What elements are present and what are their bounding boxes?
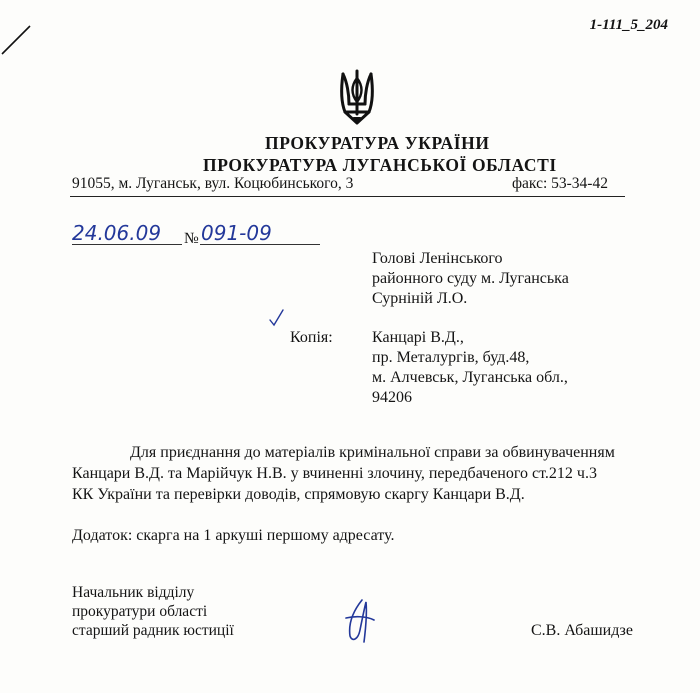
header-divider — [70, 196, 625, 197]
body-line: КК України та перевірки доводів, спрямовую скаргу Канцари В.Д. — [72, 486, 525, 503]
signer-name: С.В. Абашидзе — [531, 622, 633, 639]
org-title-ukraine: ПРОКУРАТУРА УКРАЇНИ — [265, 133, 490, 153]
attachment-note: Додаток: скарга на 1 аркуші першому адресату. — [72, 527, 395, 544]
copy-line: Канцарі В.Д., — [372, 329, 464, 346]
copy-line: 94206 — [372, 389, 412, 406]
org-title-luhansk: ПРОКУРАТУРА ЛУГАНСЬКОЇ ОБЛАСТІ — [203, 155, 557, 175]
copy-line: пр. Металургів, буд.48, — [372, 349, 530, 366]
copy-line: м. Алчевськ, Луганська обл., — [372, 369, 568, 386]
body-line: Канцари В.Д. та Марійчук Н.В. у вчиненні злочину, передбаченого ст.212 ч.3 — [72, 465, 597, 482]
date-underline — [72, 244, 182, 245]
handwritten-signature — [340, 596, 380, 646]
number-sign: № — [184, 230, 199, 247]
recipient-line: Голові Ленінського — [372, 250, 503, 267]
document-id: 1-111_5_204 — [589, 17, 668, 33]
signer-position-line: старший радник юстиції — [72, 622, 234, 639]
org-fax: факс: 53-34-42 — [512, 175, 608, 192]
copy-label: Копія: — [290, 329, 333, 346]
checkmark-icon — [268, 308, 286, 328]
handwritten-number: 091-09 — [201, 221, 272, 245]
body-line: Для приєднання до матеріалів кримінальної справи за обвинуваченням — [130, 444, 615, 461]
corner-scan-mark — [0, 22, 34, 58]
number-underline — [200, 244, 320, 245]
signer-position-line: прокуратури області — [72, 603, 208, 620]
recipient-line: Сурніній Л.О. — [372, 290, 468, 307]
handwritten-date: 24.06.09 — [72, 221, 162, 245]
signer-position-line: Начальник відділу — [72, 584, 195, 601]
org-address: 91055, м. Луганськ, вул. Коцюбинського, 3 — [72, 175, 354, 192]
recipient-line: районного суду м. Луганська — [372, 270, 569, 287]
trident-emblem-icon — [337, 68, 377, 126]
